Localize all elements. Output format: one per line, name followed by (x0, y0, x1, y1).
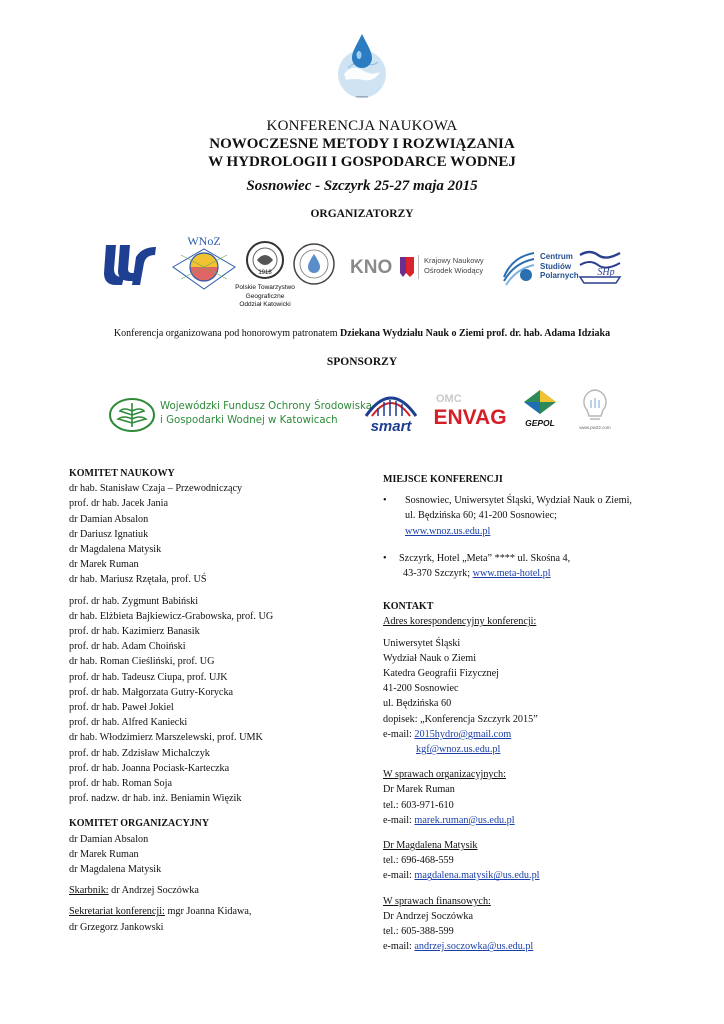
list-item: dr hab. Włodzimierz Marszelewski, prof. UMK (69, 732, 263, 744)
adres-label: Adres korespondencyjny konferencji: (383, 616, 537, 628)
smart-logo-text: smart (370, 418, 412, 434)
kontakt-heading: KONTAKT (383, 601, 434, 613)
list-item: dr hab. Mariusz Rzętała, prof. UŚ (69, 574, 207, 586)
list-item: prof. dr hab. Adam Choiński (69, 641, 186, 653)
email-label: e-mail: (383, 870, 415, 882)
place-item-1 (383, 493, 683, 539)
email-link-matysik[interactable]: magdalena.matysik@us.edu.pl (414, 870, 540, 882)
wfos-name-line: Wojewódzki Fundusz Ochrony Środowiska (160, 401, 372, 412)
pw22-logo-text: www.pw22.com (579, 425, 611, 430)
list-item: prof. dr hab. Roman Soja (69, 778, 172, 790)
kno-caption-line: Krajowy Naukowy (424, 256, 484, 265)
sekretariat-value-2: dr Grzegorz Jankowski (69, 921, 164, 933)
list-item: dr Marek Ruman (69, 848, 139, 860)
conference-title-line2: W HYDROLOGII I GOSPODARCE WODNEJ (208, 154, 516, 170)
sekretariat-label: Sekretariat konferencji: (69, 906, 165, 918)
place-1-line-1: Sosnowiec, Uniwersytet Śląski, Wydział Nauk o Ziemi, (405, 495, 632, 507)
csp-caption (540, 252, 579, 281)
us-university-logo (102, 243, 158, 287)
ptg-logo (245, 240, 285, 280)
contact-name: Dr Andrzej Soczówka (383, 910, 473, 922)
conference-title-line1: NOWOCZESNE METODY I ROZWIĄZANIA (209, 136, 515, 152)
contact-phone: tel.: 605-388-599 (383, 926, 454, 938)
right-column (383, 472, 683, 954)
gepol-logo (520, 388, 560, 430)
email-label: e-mail: (383, 941, 415, 953)
place-2-address: 43-370 Szczyrk; (403, 568, 473, 580)
ptg-caption-line: Oddział Katowicki (239, 301, 291, 308)
email-link-soczowka[interactable]: andrzej.soczowka@us.edu.pl (414, 941, 534, 953)
sekretariat-value: mgr Joanna Kidawa, (164, 906, 252, 918)
list-item: dr Dariusz Ignatiuk (69, 528, 149, 540)
wnoz-logo-text: WNoZ (187, 234, 221, 248)
kno-caption (424, 256, 484, 276)
ptg-caption-line: Polskie Towarzystwo (235, 284, 295, 291)
kno-logo-text: KNO (350, 257, 393, 278)
place-item-2 (383, 551, 683, 581)
organizational-label: W sprawach organizacyjnych: (383, 769, 506, 781)
sekretariat-line (69, 904, 369, 919)
bullet-icon: • (383, 552, 387, 564)
komitet-naukowy-heading: KOMITET NAUKOWY (69, 468, 175, 479)
smart-logo (362, 386, 420, 434)
wfos-emblem (108, 397, 156, 433)
komitet-naukowy-list-a (69, 481, 369, 587)
contact-name: Dr Marek Ruman (383, 784, 455, 796)
wnoz-link[interactable]: www.wnoz.us.edu.pl (405, 525, 491, 537)
left-column (69, 466, 369, 935)
place-1-line-2: ul. Będzińska 60; 41-200 Sosnowiec; (405, 510, 557, 522)
list-item: dr Damian Absalon (69, 513, 149, 525)
email-link-hydro[interactable]: 2015hydro@gmail.com (414, 728, 512, 740)
list-item: dr Magdalena Matysik (69, 864, 162, 876)
list-item: dr Damian Absalon (69, 833, 149, 845)
contact-phone: tel.: 696-468-559 (383, 855, 454, 867)
patronage-line (0, 328, 724, 339)
csp-logo (500, 247, 538, 287)
meta-hotel-link[interactable]: www.meta-hotel.pl (472, 568, 551, 580)
csp-caption-line: Centrum (540, 252, 573, 261)
shp-logo-text: SHp (597, 267, 615, 278)
patronage-prefix: Konferencja organizowana pod honorowym patronatem (113, 328, 341, 339)
ptg-year: 1918 (258, 270, 272, 276)
email-link-kgf[interactable]: kgf@wnoz.us.edu.pl (416, 744, 501, 756)
address-line: Uniwersytet Śląski (383, 637, 461, 649)
list-item: dr Magdalena Matysik (69, 544, 162, 556)
csp-caption-line: Polarnych (540, 271, 579, 280)
email-line-1 (383, 727, 683, 742)
list-item: dr hab. Elżbieta Bajkiewicz-Grabowska, prof. UG (69, 610, 274, 622)
conference-logo (334, 30, 390, 102)
financial-label: W sprawach finansowych: (383, 895, 491, 907)
ptg-caption (225, 284, 305, 310)
shp-logo (576, 247, 624, 285)
email-label: e-mail: (383, 728, 415, 740)
csp-caption-line: Studiów (540, 261, 572, 271)
patronage-dean: Dziekana Wydziału Nauk o Ziemi prof. dr. hab. Adama Idziaka (340, 328, 611, 339)
wfos-name (160, 400, 372, 428)
list-item: prof. dr hab. Joanna Pociask-Karteczka (69, 762, 230, 774)
envag-logo-text: ENVAG (433, 406, 507, 429)
komitet-naukowy-list-b (69, 594, 369, 807)
skarbnik-value: dr Andrzej Soczówka (108, 885, 199, 897)
place-2-line-1: Szczyrk, Hotel „Meta” **** ul. Skośna 4, (399, 552, 571, 564)
address-line: ul. Będzińska 60 (383, 698, 452, 710)
list-item: dr hab. Roman Cieśliński, prof. UG (69, 656, 215, 668)
address-line: Katedra Geografii Fizycznej (383, 668, 499, 680)
list-item: dr Marek Ruman (69, 559, 139, 571)
list-item: prof. dr hab. Alfred Kaniecki (69, 717, 188, 729)
list-item: prof. dr hab. Tadeusz Ciupa, prof. UJK (69, 671, 228, 683)
conference-type: KONFERENCJA NAUKOWA (266, 118, 458, 134)
address-line: 41-200 Sosnowiec (383, 683, 459, 695)
skarbnik-label: Skarbnik: (69, 885, 109, 897)
email-link-ruman[interactable]: marek.ruman@us.edu.pl (414, 814, 515, 826)
contact-phone: tel.: 603-971-610 (383, 799, 454, 811)
seal-logo (292, 242, 336, 286)
list-item: prof. dr hab. Paweł Jokiel (69, 702, 174, 714)
list-item: dr hab. Stanisław Czaja – Przewodniczący (69, 483, 243, 495)
sponsors-heading: SPONSORZY (326, 356, 398, 368)
wfos-name-line: i Gospodarki Wodnej w Katowicach (160, 415, 338, 426)
omc-logo-text: OMC (436, 393, 462, 405)
address-line: Wydział Nauk o Ziemi (383, 652, 477, 664)
ptg-caption-line: Geograficzne (245, 292, 285, 300)
list-item: prof. dr hab. Jacek Jania (69, 498, 169, 510)
list-item: prof. dr hab. Małgorzata Gutry-Korycka (69, 686, 234, 698)
list-item: prof. dr hab. Zygmunt Babiński (69, 595, 199, 607)
conference-place-date: Sosnowiec - Szczyrk 25-27 maja 2015 (246, 178, 478, 194)
list-item: prof. dr hab. Kazimierz Banasik (69, 626, 200, 638)
miejsce-heading: MIEJSCE KONFERENCJI (383, 474, 503, 485)
envag-logo (432, 390, 508, 430)
bullet-icon: • (383, 495, 387, 507)
organizers-heading: ORGANIZATORZY (310, 208, 414, 220)
komitet-organizacyjny-heading: KOMITET ORGANIZACYJNY (69, 818, 210, 830)
email-label: e-mail: (383, 814, 415, 826)
list-item: prof. dr hab. Zdzisław Michalczyk (69, 747, 210, 759)
place-2-line-2 (399, 566, 683, 581)
gepol-logo-text: GEPOL (525, 418, 555, 428)
pw22-logo (572, 386, 618, 432)
contact-name-matysik: Dr Magdalena Matysik (383, 840, 478, 852)
address-line: dopisek: „Konferencja Szczyrk 2015” (383, 713, 538, 725)
list-item: prof. nadzw. dr hab. inż. Beniamin Więzik (69, 793, 242, 805)
kno-caption-line: Ośrodek Wiodący (424, 266, 484, 275)
skarbnik-line (69, 883, 369, 898)
